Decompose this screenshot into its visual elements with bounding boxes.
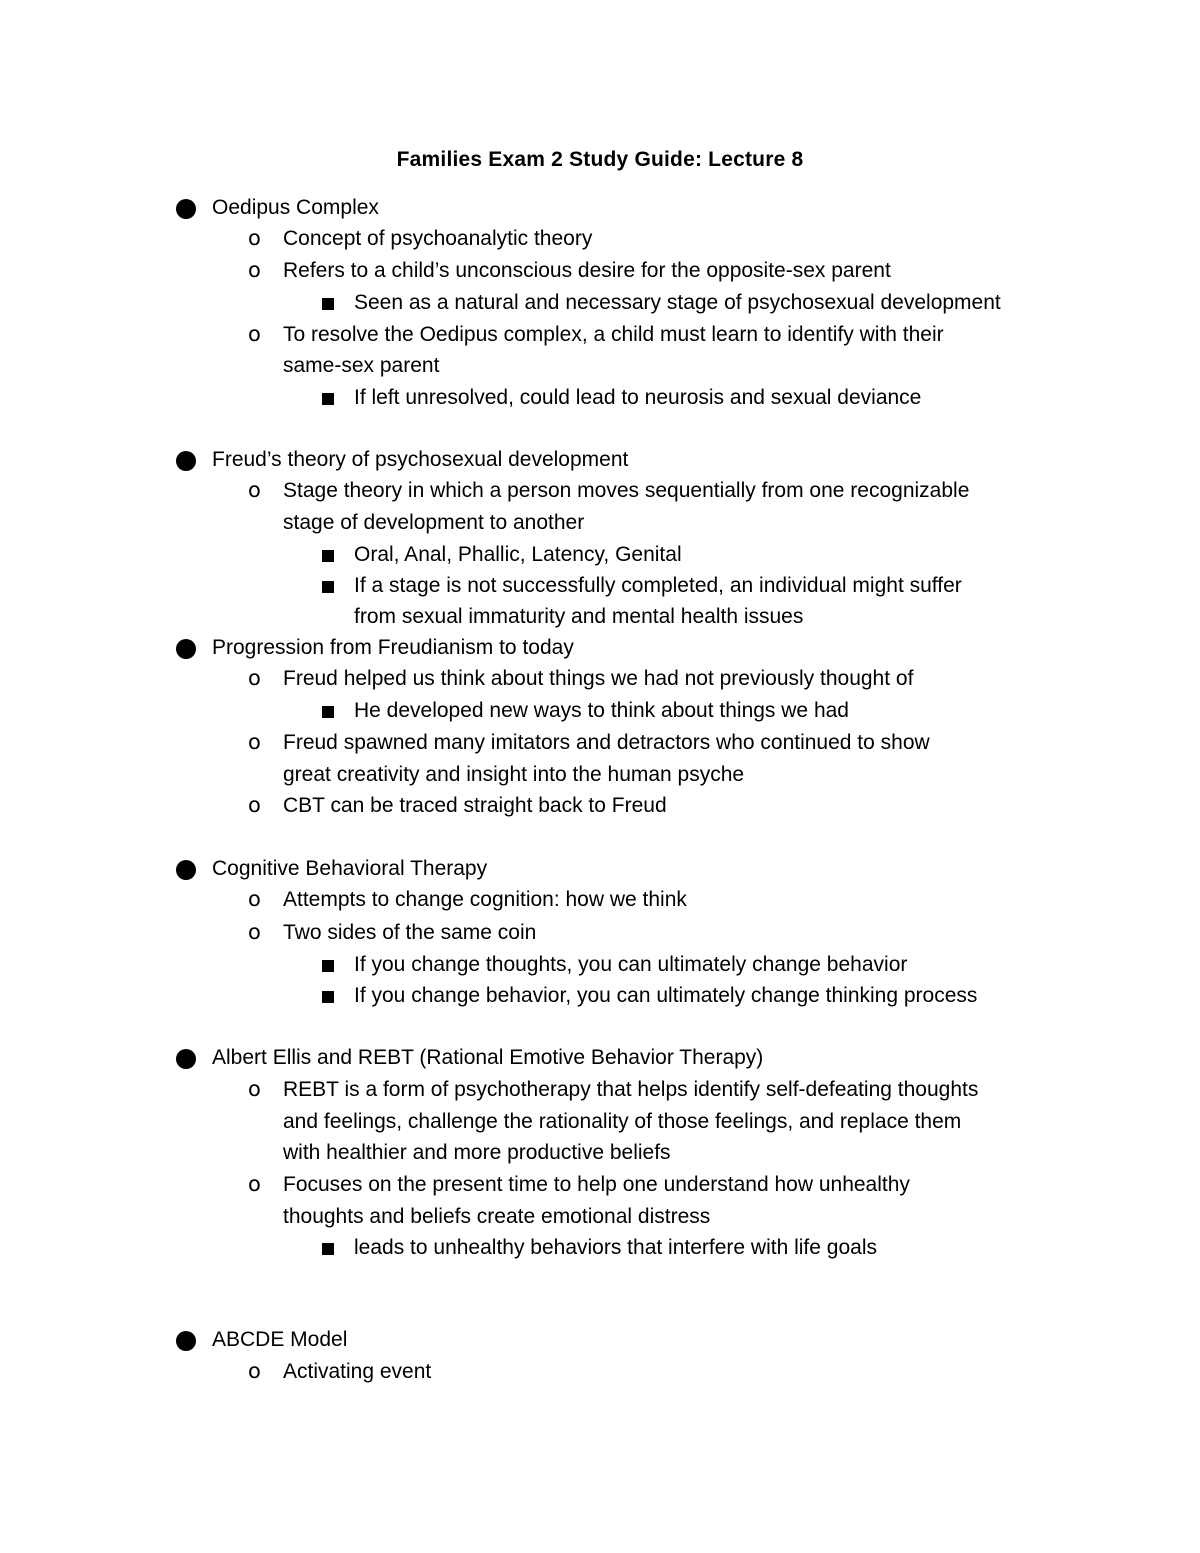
bullet-circle-icon: o (248, 666, 261, 690)
subpoint-text: If a stage is not successfully completed, an individual might suffer (354, 574, 962, 597)
subpoint-text: from sexual immaturity and mental health issues (354, 605, 804, 628)
bullet-square-icon (322, 550, 334, 562)
point-text: Activating event (283, 1360, 432, 1383)
bullet-square-icon (322, 393, 334, 405)
bullet-circle-icon: o (248, 730, 261, 754)
bullet-disc-icon (176, 451, 196, 471)
point-text: Refers to a child’s unconscious desire for the opposite-sex parent (283, 259, 891, 282)
document-title: Families Exam 2 Study Guide: Lecture 8 (396, 148, 804, 171)
bullet-square-icon (322, 706, 334, 718)
bullet-square-icon (322, 298, 334, 310)
bullet-disc-icon (176, 639, 196, 659)
point-text: Stage theory in which a person moves sequentially from one recognizable (283, 479, 970, 502)
bullet-circle-icon: o (248, 322, 261, 346)
bullet-disc-icon (176, 860, 196, 880)
point-text: and feelings, challenge the rationality of those feelings, and replace them (283, 1110, 962, 1133)
bullet-circle-icon: o (248, 793, 261, 817)
point-text: Freud helped us think about things we had not previously thought of (283, 667, 914, 690)
bullet-disc-icon (176, 1331, 196, 1351)
bullet-circle-icon: o (248, 920, 261, 944)
topic-text: Albert Ellis and REBT (Rational Emotive Behavior Therapy) (212, 1046, 764, 1069)
subpoint-text: He developed new ways to think about things we had (354, 699, 849, 722)
point-text: Concept of psychoanalytic theory (283, 227, 593, 250)
bullet-square-icon (322, 1243, 334, 1255)
bullet-circle-icon: o (248, 258, 261, 282)
bullet-circle-icon: o (248, 478, 261, 502)
bullet-circle-icon: o (248, 226, 261, 250)
point-text: To resolve the Oedipus complex, a child must learn to identify with their (283, 323, 944, 346)
bullet-circle-icon: o (248, 1077, 261, 1101)
point-text: Attempts to change cognition: how we think (283, 888, 687, 911)
topic-text: Progression from Freudianism to today (212, 636, 574, 659)
bullet-square-icon (322, 581, 334, 593)
bullet-square-icon (322, 991, 334, 1003)
bullet-disc-icon (176, 1049, 196, 1069)
topic-text: Freud’s theory of psychosexual development (212, 448, 629, 471)
point-text: REBT is a form of psychotherapy that helps identify self-defeating thoughts (283, 1078, 979, 1101)
topic-text: Oedipus Complex (212, 196, 379, 219)
point-text: Focuses on the present time to help one understand how unhealthy (283, 1173, 910, 1196)
point-text: same-sex parent (283, 354, 440, 377)
subpoint-text: If you change thoughts, you can ultimately change behavior (354, 953, 908, 976)
topic-text: Cognitive Behavioral Therapy (212, 857, 488, 880)
subpoint-text: leads to unhealthy behaviors that interfere with life goals (354, 1236, 877, 1259)
bullet-disc-icon (176, 199, 196, 219)
bullet-circle-icon: o (248, 1172, 261, 1196)
bullet-square-icon (322, 960, 334, 972)
point-text: thoughts and beliefs create emotional distress (283, 1205, 711, 1228)
point-text: CBT can be traced straight back to Freud (283, 794, 667, 817)
bullet-circle-icon: o (248, 887, 261, 911)
point-text: great creativity and insight into the human psyche (283, 763, 745, 786)
point-text: stage of development to another (283, 511, 585, 534)
bullet-circle-icon: o (248, 1359, 261, 1383)
point-text: Freud spawned many imitators and detractors who continued to show (283, 731, 930, 754)
subpoint-text: If left unresolved, could lead to neurosis and sexual deviance (354, 386, 922, 409)
topic-text: ABCDE Model (212, 1328, 348, 1351)
subpoint-text: Oral, Anal, Phallic, Latency, Genital (354, 543, 682, 566)
subpoint-text: If you change behavior, you can ultimately change thinking process (354, 984, 978, 1007)
point-text: Two sides of the same coin (283, 921, 537, 944)
point-text: with healthier and more productive beliefs (283, 1141, 671, 1164)
subpoint-text: Seen as a natural and necessary stage of psychosexual development (354, 291, 1001, 314)
